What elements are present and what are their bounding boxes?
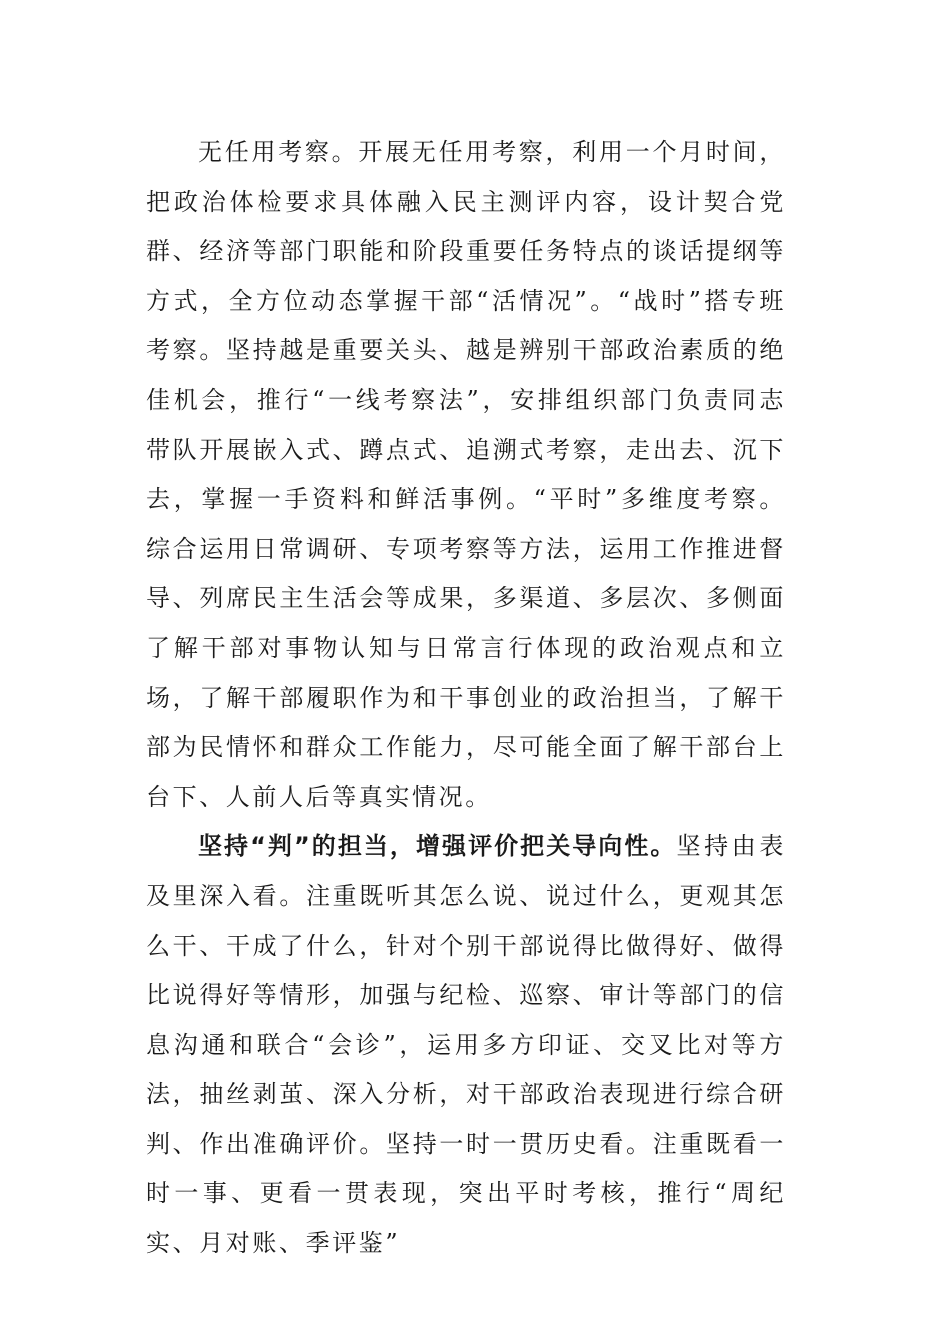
paragraph-1: 无任用考察。开展无任用考察，利用一个月时间，把政治体检要求具体融入民主测评内容，设计契合党群、经济等部门职能和阶段重要任务特点的谈话提纲等方式，全方位动态掌握干部“活情况”。“战时”搭专班考察。坚持越是重要关头、越是辨别干部政治素质的绝佳机会，推行“一线考察法”，安排组织部门负责同志带队开展嵌入式、蹲点式、追溯式考察，走出去、沉下去，掌握一手资料和鲜活事例。“平时”多维度考察。综合运用日常调研、专项考察等方法，运用工作推进督导、列席民主生活会等成果，多渠道、多层次、多侧面了解干部对事物认知与日常言行体现的政治观点和立场，了解干部履职作为和干事创业的政治担当，了解干部为民情怀和群众工作能力，尽可能全面了解干部台上台下、人前人后等真实情况。 (146, 138, 786, 811)
paragraph-2 (146, 822, 786, 1268)
paragraph-2-body: 坚持由表及里深入看。注重既听其怎么说、说过什么，更观其怎么干、干成了什么，针对个别干部说得比做得好、做得比说得好等情形，加强与纪检、巡察、审计等部门的信息沟通和联合“会诊”，运用多方印证、交叉比对等方法，抽丝剥茧、深入分析，对干部政治表现进行综合研判、作出准确评价。坚持一时一贯历史看。注重既看一时一事、更看一贯表现，突出平时考核，推行“周纪实、月对账、季评鉴” (146, 832, 786, 1258)
paragraph-2-heading: 坚持“判”的担当，增强评价把关导向性。 (198, 832, 677, 861)
document-body (146, 128, 786, 1269)
